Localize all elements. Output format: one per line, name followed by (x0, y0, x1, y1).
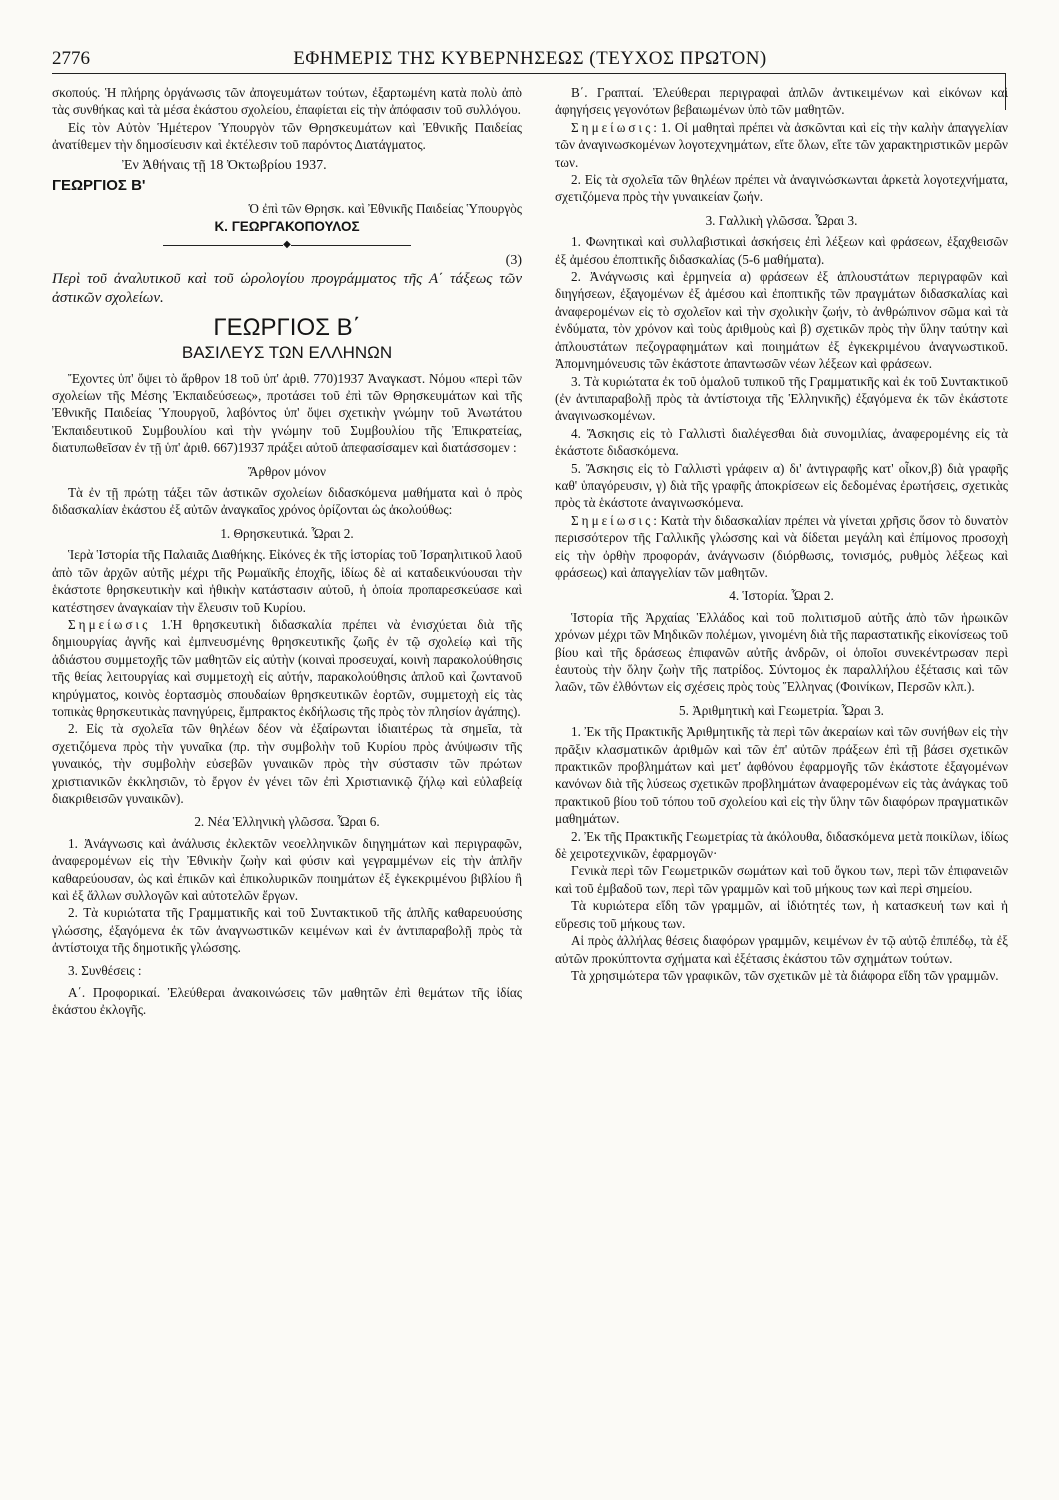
king-title-heading: ΒΑΣΙΛΕΥΣ ΤΩΝ ΕΛΛΗΝΩΝ (181, 342, 393, 362)
minister-name: Κ. ΓΕΩΡΓΑΚΟΠΟΥΛΟΣ (214, 218, 360, 234)
paragraph: Τὰ κυριώτερα εἴδη τῶν γραμμῶν, αἱ ἰδιότητές των, ἡ κατασκευή των καὶ ἡ εὕρεσις τοῦ μήκους των. (555, 898, 1008, 931)
paragraph: Τὰ χρησιμώτερα τῶν γραφικῶν, τῶν σχετικῶν μὲ τὰ διάφορα εἴδη τῶν γραμμῶν. (571, 967, 999, 983)
note-text: : Κατὰ τὴν διδασκαλίαν πρέπει νὰ γίνεται χρῆσις ὅσον τὸ δυνατὸν περισσότερον τῆς Γαλλικῆς γλώσσης καὶ νὰ δίδεται μεγάλη καὶ ἐπίμονος προσοχὴ εἰς τὴν ὀρθὴν προφοράν, ἀνάγνωσιν (διόρθωσις, τονισμός, ρυθμὸς λέξεως καὶ φράσεως) καὶ ἀπαγγελίαν τῶν μαθητῶν. (555, 512, 1008, 580)
paragraph: 3. Τὰ κυριώτατα ἐκ τοῦ ὁμαλοῦ τυπικοῦ τῆς Γραμματικῆς καὶ ἐκ τοῦ Συντακτικοῦ (ἐν ἀντιπαραβολῇ πρὸς τὰ ἀντίστοιχα τῆς Ἑλληνικῆς) ἐξαγόμενα ἐκ τῶν ἑκάστοτε ἀναγινωσκομένων. (555, 373, 1008, 424)
paragraph: 5. Ἄσκησις εἰς τὸ Γαλλιστὶ γράφειν α) δι' ἀντιγραφῆς κατ' οἶκον,β) διὰ γραφῆς καθ' ὑπαγόρευσιν, γ) διὰ τῆς γραφῆς ἀποκρίσεων εἰς δεδομένας ἐρωτήσεις, σχετικὰς πρὸς τὰ ἑκάστοτε ἀναγινωσκόμενα. (555, 460, 1008, 511)
paragraph: 2. Εἰς τὰ σχολεῖα τῶν θηλέων δέον νὰ ἐξαίρωνται ἰδιαιτέρως τὰ σημεῖα, τὰ σχετιζόμενα πρὸς τὴν γυναῖκα (πρ. τὴν συμβολὴν τοῦ Κυρίου πρὸς ἀνύψωσιν τῆς γυναικός, τὴν συμβολὴν εὐσεβῶν γυναικῶν πρὸς τὴν σύστασιν τῶν πρώτων χριστιανικῶν ἐκκλησιῶν, τὸ ἔργον ἐν γένει τῶν ἐπὶ Χριστιανικῷ ζήλῳ καὶ εὐλαβείᾳ διακριθεισῶν γυναικῶν). (52, 721, 522, 806)
right-column (555, 84, 1008, 984)
decree-date: Ἐν Ἀθήναις τῇ 18 Ὀκτωβρίου 1937. (122, 157, 327, 173)
section-divider: ◆ (52, 240, 522, 249)
article-heading: Ἄρθρον μόνον (248, 463, 326, 479)
paragraph: 2. Ἀνάγνωσις καὶ ἑρμηνεία α) φράσεων ἐξ ἁπλουστάτων περιγραφῶν καὶ διηγήσεων, ἐξαγομένων ἐξ ἀμέσου καὶ ἐποπτικῆς τῶν πραγμάτων διδασκαλίας καὶ ἀναφερομένων εἰς τὸ σχολεῖον καὶ τὴν σχολικὴν ζωήν, τὸ ἀνθρώπινον σῶμα καὶ τὰ ἐνδύματα, τὸν χρόνον καὶ τοὺς ἀριθμοὺς καὶ β) σχετικῶν πρὸς τὴν ὕλην ταύτην καὶ ἁπλουστάτων πεζογραφημάτων καὶ ποιημάτων ἐξ ἐγκεκριμένου ἀναγνωστικοῦ. Ἀπομνημόνευσις τῶν ἑκάστοτε ἀπαντωσῶν νέων λέξεων καὶ φράσεων. (555, 269, 1008, 372)
section-heading: 3. Γαλλικὴ γλῶσσα. Ὧραι 3. (705, 212, 858, 228)
note-text: : 1. Οἱ μαθηταὶ πρέπει νὰ ἀσκῶνται καὶ εἰς τὴν καλὴν ἀπαγγελίαν τῶν ἀναγινωσκομένων λογοτεχνημάτων, εἴτε ὅλων, εἴτε τῶν χαρακτηριστικῶν μερῶν των. (555, 119, 1008, 170)
paragraph: 1. Ἐκ τῆς Πρακτικῆς Ἀριθμητικῆς τὰ περὶ τῶν ἀκεραίων καὶ τῶν συνήθων εἰς τὴν πρᾶξιν κλασματικῶν ἀριθμῶν καὶ τῶν ἐπ' αὐτῶν πράξεων ἐπὶ τῇ βάσει σχετικῶν πρακτικῶν προβλημάτων καὶ μετ' ἀφθόνου ἐφαρμογῆς τῶν ἑκάστοτε ἐξαγομένων κανόνων διὰ τῆς λύσεως σχετικῶν προβλημάτων ἀναφερομένων εἰς τὰς ἀνάγκας τοῦ πρακτικοῦ βίου τοῦ τόπου τοῦ σχολείου καὶ εἰς τὴν ὕλην τῶν διαφόρων πραγματικῶν μαθημάτων. (555, 724, 1008, 827)
minister-title: Ὁ ἐπὶ τῶν Θρησκ. καὶ Ἐθνικῆς Παιδείας Ὑπουργὸς (248, 201, 522, 217)
decree-title: Περὶ τοῦ ἀναλυτικοῦ καὶ τοῦ ὡρολογίου προγράμματος τῆς Α΄ τάξεως τῶν ἀστικῶν σχολείων. (52, 270, 522, 306)
section-heading: 4. Ἱστορία. Ὧραι 2. (729, 588, 834, 604)
paragraph: 2. Εἰς τὰ σχολεῖα τῶν θηλέων πρέπει νὰ ἀναγινώσκωνται ἀρκετὰ λογοτεχνήματα, σχετιζόμενα πρὸς τὴν γυναικείαν ζωήν. (555, 172, 1008, 205)
section-heading: 1. Θρησκευτικά. Ὧραι 2. (220, 525, 354, 541)
preamble: Ἔχοντες ὑπ' ὄψει τὸ ἄρθρον 18 τοῦ ὑπ' ἀριθ. 770)1937 Ἀναγκαστ. Νόμου «περὶ τῶν σχολείων τῆς Μέσης Ἐκπαιδεύσεως», προτάσει τοῦ ἐπὶ τῶν Θρησκευμάτων καὶ τῆς Ἐθνικῆς Παιδείας Ὑπουργοῦ, λαβόντος ὑπ' ὄψει σχετικὴν γνώμην τοῦ Ἀνωτάτου Ἐκπαιδευτικοῦ Συμβουλίου καὶ τὴν γνώμην τοῦ Συμβουλίου τῆς Ἐπικρατείας, διατυπωθεῖσαν ἐν τῇ ὑπ' ἀριθ. 667)1937 πράξει αὐτοῦ ἀπεφασίσαμεν καὶ διατάσσομεν : (52, 370, 522, 456)
paragraph: σκοπούς. Ἡ πλήρης ὀργάνωσις τῶν ἀπογευμάτων τούτων, ἐξαρτωμένη κατὰ πολὺ ἀπὸ τὰς συνθήκας καὶ τὰ μέσα ἑκάστου σχολείου, ἐπαφίεται εἰς τὴν ἀπόφασιν τοῦ συλλόγου. (52, 85, 522, 118)
paragraph: Τὰ ἐν τῇ πρώτῃ τάξει τῶν ἀστικῶν σχολείων διδασκόμενα μαθήματα καὶ ὁ πρὸς διδασκαλίαν ἑκάστου ἐξ αὐτῶν ἀναγκαῖος χρόνος ὁρίζονται ὡς ἀκολούθως: (52, 485, 522, 518)
paragraph: 1. Ἀνάγνωσις καὶ ἀνάλυσις ἐκλεκτῶν νεοελληνικῶν διηγημάτων καὶ περιγραφῶν, ἀναφερομένων εἰς τὴν Ἐθνικὴν ζωὴν καὶ φύσιν καὶ γεγραμμένων εἰς τὴν ἁπλῆν καθαρεύουσαν, ὡς καὶ ἐπικῶν καὶ ἐπικολυρικῶν ποιημάτων ἐξ ἐγκεκριμένου βιβλίου ἢ καὶ ἐξ ἄλλων συλλογῶν καὶ αὐτοτελῶν ἔργων. (52, 835, 522, 903)
note-paragraph (52, 616, 522, 720)
king-signature: ΓΕΩΡΓΙΟΣ Β' (52, 177, 146, 195)
paragraph: 4. Ἄσκησις εἰς τὸ Γαλλιστὶ διαλέγεσθαι διὰ συνομιλίας, ἀναφερομένης εἰς τὰ ἑκάστοτε διδασκόμενα. (555, 425, 1008, 459)
note-paragraph (555, 119, 1008, 171)
king-name-heading: ΓΕΩΡΓΙΟΣ Β΄ (213, 313, 361, 341)
paragraph: 1. Φωνητικαὶ καὶ συλλαβιστικαὶ ἀσκήσεις ἐπὶ λέξεων καὶ φράσεων, ἐξαχθεισῶν ἐξ ἀμέσου ἐποπτικῆς διδασκαλίας (5-6 μαθήματα). (555, 234, 1008, 267)
page-header (52, 48, 1008, 74)
paragraph: 2. Τὰ κυριώτατα τῆς Γραμματικῆς καὶ τοῦ Συντακτικοῦ τῆς ἁπλῆς καθαρευούσης γλώσσης, ἐξαγόμενα ἐκ τῶν ἀναγνωστικῶν κειμένων καὶ ἐν ἀντιπαραβολῇ πρὸς τὰ ἀντίστοιχα τῆς δημοτικῆς γλώσσης. (52, 905, 522, 956)
note-text: 1.Ἡ θρησκευτικὴ διδασκαλία πρέπει νὰ ἐνισχύεται διὰ τῆς δημιουργίας ἁγνῆς καὶ ἐμπνευσμένης θρησκευτικῆς ζωῆς ἐν τῷ σχολείῳ καὶ τῆς ἀδιάστου συμμετοχῆς τῶν μαθητῶν εἰς αὐτὴν (κοιναὶ προσευχαί, κοινὴ παρακολούθησις τῆς θείας λειτουργίας καὶ συμμετοχὴ εἰς αὐτήν, παρακολούθησις ἁπλοῦ καὶ ζωντανοῦ κηρύγματος, κοινὸς ἑορτασμὸς σπουδαίων θρησκευτικῶν ἑορτῶν, συμμετοχὴ εἰς τὰς τοπικὰς θρησκευτικὰς πανηγύρεις, ἔμπρακτος ἐκδήλωσις τῆς πρὸς τὸν πλησίον ἀγάπης). (52, 616, 522, 719)
paragraph: 3. Συνθέσεις : (68, 962, 142, 978)
left-column (52, 84, 522, 1019)
running-title: ΕΦΗΜΕΡΙΣ ΤΗΣ ΚΥΒΕΡΝΗΣΕΩΣ (ΤΕΥΧΟΣ ΠΡΩΤΟΝ) (293, 48, 767, 69)
paragraph: 2. Ἐκ τῆς Πρακτικῆς Γεωμετρίας τὰ ἀκόλουθα, διδασκόμενα μετὰ ποικίλων, ἰδίως δὲ χειροτεχνικῶν, ἐφαρμογῶν· (555, 828, 1008, 862)
paragraph: Β΄. Γραπταί. Ἐλεύθεραι περιγραφαὶ ἁπλῶν ἀντικειμένων καὶ εἰκόνων καὶ ἀφηγήσεις γεγονότων βεβαιωμένων ὑπὸ τῶν μαθητῶν. (555, 85, 1008, 118)
page-number: 2776 (52, 48, 90, 69)
note-label: Σημείωσις (571, 512, 654, 528)
section-heading: 5. Ἀριθμητικὴ καὶ Γεωμετρία. Ὧραι 3. (679, 702, 884, 718)
note-label: Σημείωσις (68, 616, 151, 632)
paragraph: Ἱερὰ Ἱστορία τῆς Παλαιᾶς Διαθήκης. Εἰκόνες ἐκ τῆς ἱστορίας τοῦ Ἰσραηλιτικοῦ λαοῦ ἀπὸ τῶν ἀρχῶν αὐτῆς μέχρι τῆς Ρωμαϊκῆς ἐποχῆς, ἰδίως δὲ αἱ καταδεικνύουσαι τὴν ἑκάστοτε θρησκευτικὴν καὶ ἠθικὴν κατάστασιν αὐτοῦ, ἡ ὁποία προπαρεσκεύασε καὶ κατέστησεν ἀναγκαίαν τὴν ἔλευσιν τοῦ Κυρίου. (52, 547, 522, 615)
paragraph: Γενικὰ περὶ τῶν Γεωμετρικῶν σωμάτων καὶ τοῦ ὄγκου των, περὶ τῶν ἐπιφανειῶν καὶ τοῦ ἐμβαδοῦ των, περὶ τῶν γραμμῶν καὶ τοῦ μήκους των καὶ περὶ σημείου. (555, 863, 1008, 896)
paragraph: Εἰς τὸν Αὐτὸν Ἡμέτερον Ὑπουργὸν τῶν Θρησκευμάτων καὶ Ἐθνικῆς Παιδείας ἀνατίθεμεν τὴν δημοσίευσιν καὶ ἐκτέλεσιν τοῦ παρόντος Διατάγματος. (52, 119, 522, 153)
decree-number: (3) (505, 253, 522, 269)
section-heading: 2. Νέα Ἑλληνικὴ γλῶσσα. Ὧραι 6. (194, 814, 380, 830)
paragraph: Αἱ πρὸς ἀλλήλας θέσεις διαφόρων γραμμῶν, κειμένων ἐν τῷ αὐτῷ ἐπιπέδῳ, τὰ ἐξ αὐτῶν προκύπτοντα σχήματα καὶ ἐξέτασις ἑκάστου τῶν σχημάτων τούτων. (555, 933, 1008, 966)
header-rule (52, 73, 1006, 74)
paragraph: Α΄. Προφορικαί. Ἐλεύθεραι ἀνακοινώσεις τῶν μαθητῶν ἐπὶ θεμάτων τῆς ἰδίας ἑκάστου ἐκλογῆς. (52, 985, 522, 1018)
note-paragraph (555, 512, 1008, 582)
note-label: Σημείωσις (571, 119, 654, 135)
paragraph: Ἱστορία τῆς Ἀρχαίας Ἑλλάδος καὶ τοῦ πολιτισμοῦ αὐτῆς ἀπὸ τῶν ἡρωικῶν χρόνων μέχρι τῶν Μηδικῶν πολέμων, γινομένη διὰ τῆς παραστατικῆς εἰκονίσεως τοῦ βίου καὶ τῆς δράσεως ἐπιφανῶν αὐτῆς ἀνδρῶν, οἱ ὁποῖοι συνεκέντρωσαν περὶ ἑαυτοὺς τὴν ὅλην ζωὴν τῆς πατρίδος. Σύντομος ἐκ παραλλήλου ἐξέτασις καὶ τῶν λαῶν, τῶν ἐλθόντων εἰς σχέσεις πρὸς τοὺς Ἕλληνας (Φοινίκων, Περσῶν κλπ.). (555, 609, 1008, 695)
